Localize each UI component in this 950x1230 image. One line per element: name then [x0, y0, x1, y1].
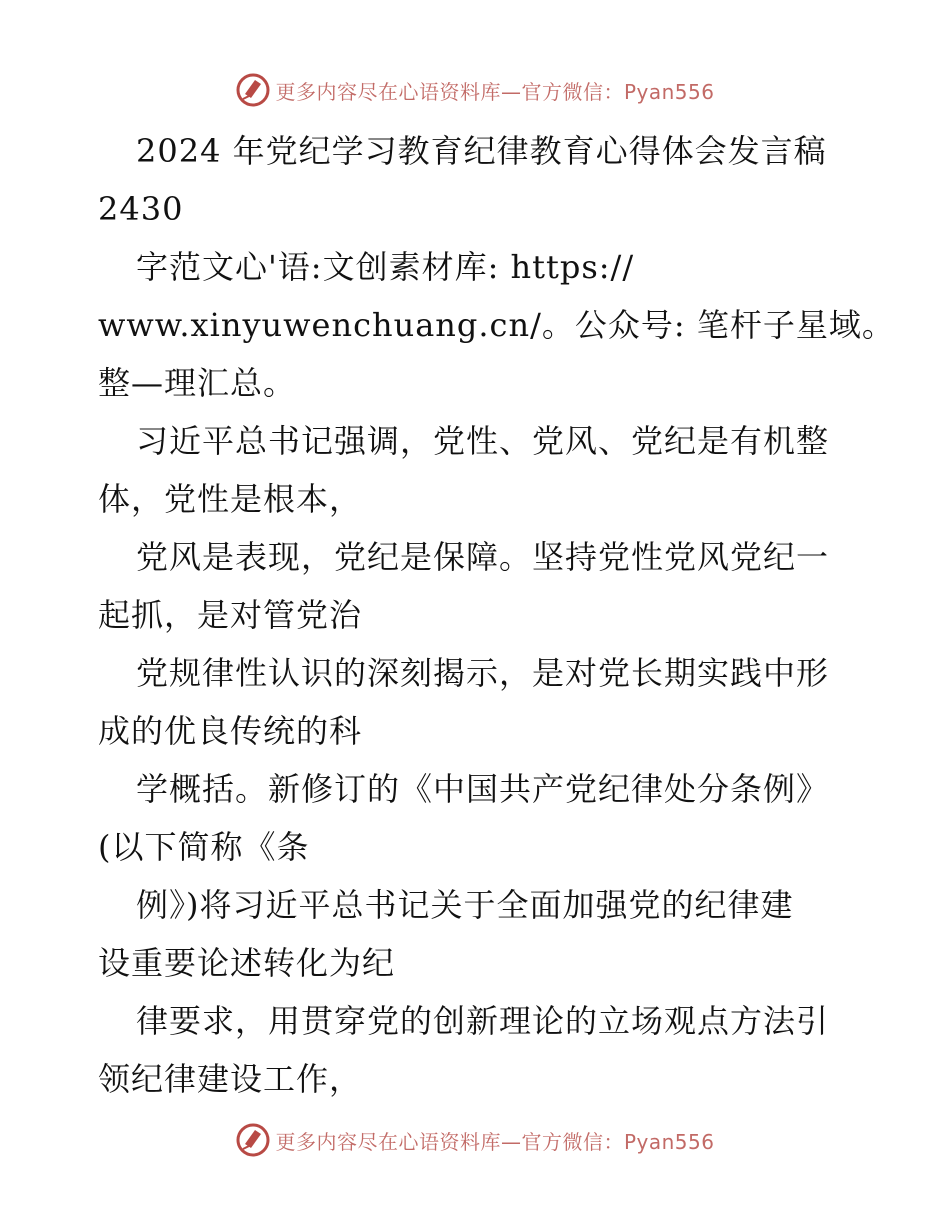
body-line: 律要求，用贯穿党的创新理论的立场观点方法引: [136, 1002, 830, 1040]
body-line: 体，党性是根本，: [98, 480, 363, 518]
banner-text: 更多内容尽在心语资料库—官方微信：Pyan556: [275, 79, 715, 104]
body-line: 例》)将习近平总书记关于全面加强党的纪律建: [136, 886, 794, 924]
red-book-seal-icon: [235, 72, 271, 108]
meta-line: 字范文心'语:文创素材库: https://: [136, 248, 635, 286]
title-line: 2430: [98, 190, 184, 228]
body-line: (以下简称《条: [98, 828, 310, 866]
body-line: 学概括。新修订的《中国共产党纪律处分条例》: [136, 770, 830, 808]
body-line: 党风是表现，党纪是保障。坚持党性党风党纪一: [136, 538, 830, 576]
meta-line: www.xinyuwenchuang.cn/。公众号: 笔杆子星域。: [98, 306, 895, 344]
red-book-seal-icon: [235, 1122, 271, 1158]
body-line: 党规律性认识的深刻揭示，是对党长期实践中形: [136, 654, 830, 692]
document-body: [98, 122, 895, 1108]
title-line: 2024 年党纪学习教育纪律教育心得体会发言稿: [136, 132, 827, 170]
meta-line: 整—理汇总。: [98, 364, 297, 402]
body-line: 成的优良传统的科: [98, 712, 363, 750]
body-line: 设重要论述转化为纪: [98, 944, 396, 982]
body-line: 习近平总书记强调，党性、党风、党纪是有机整: [136, 422, 830, 460]
body-line: 起抓，是对管党治: [98, 596, 363, 634]
banner-text: 更多内容尽在心语资料库—官方微信：Pyan556: [275, 1129, 715, 1154]
body-line: 领纪律建设工作，: [98, 1060, 363, 1098]
header-banner: [0, 70, 950, 110]
footer-banner: [0, 1120, 950, 1160]
